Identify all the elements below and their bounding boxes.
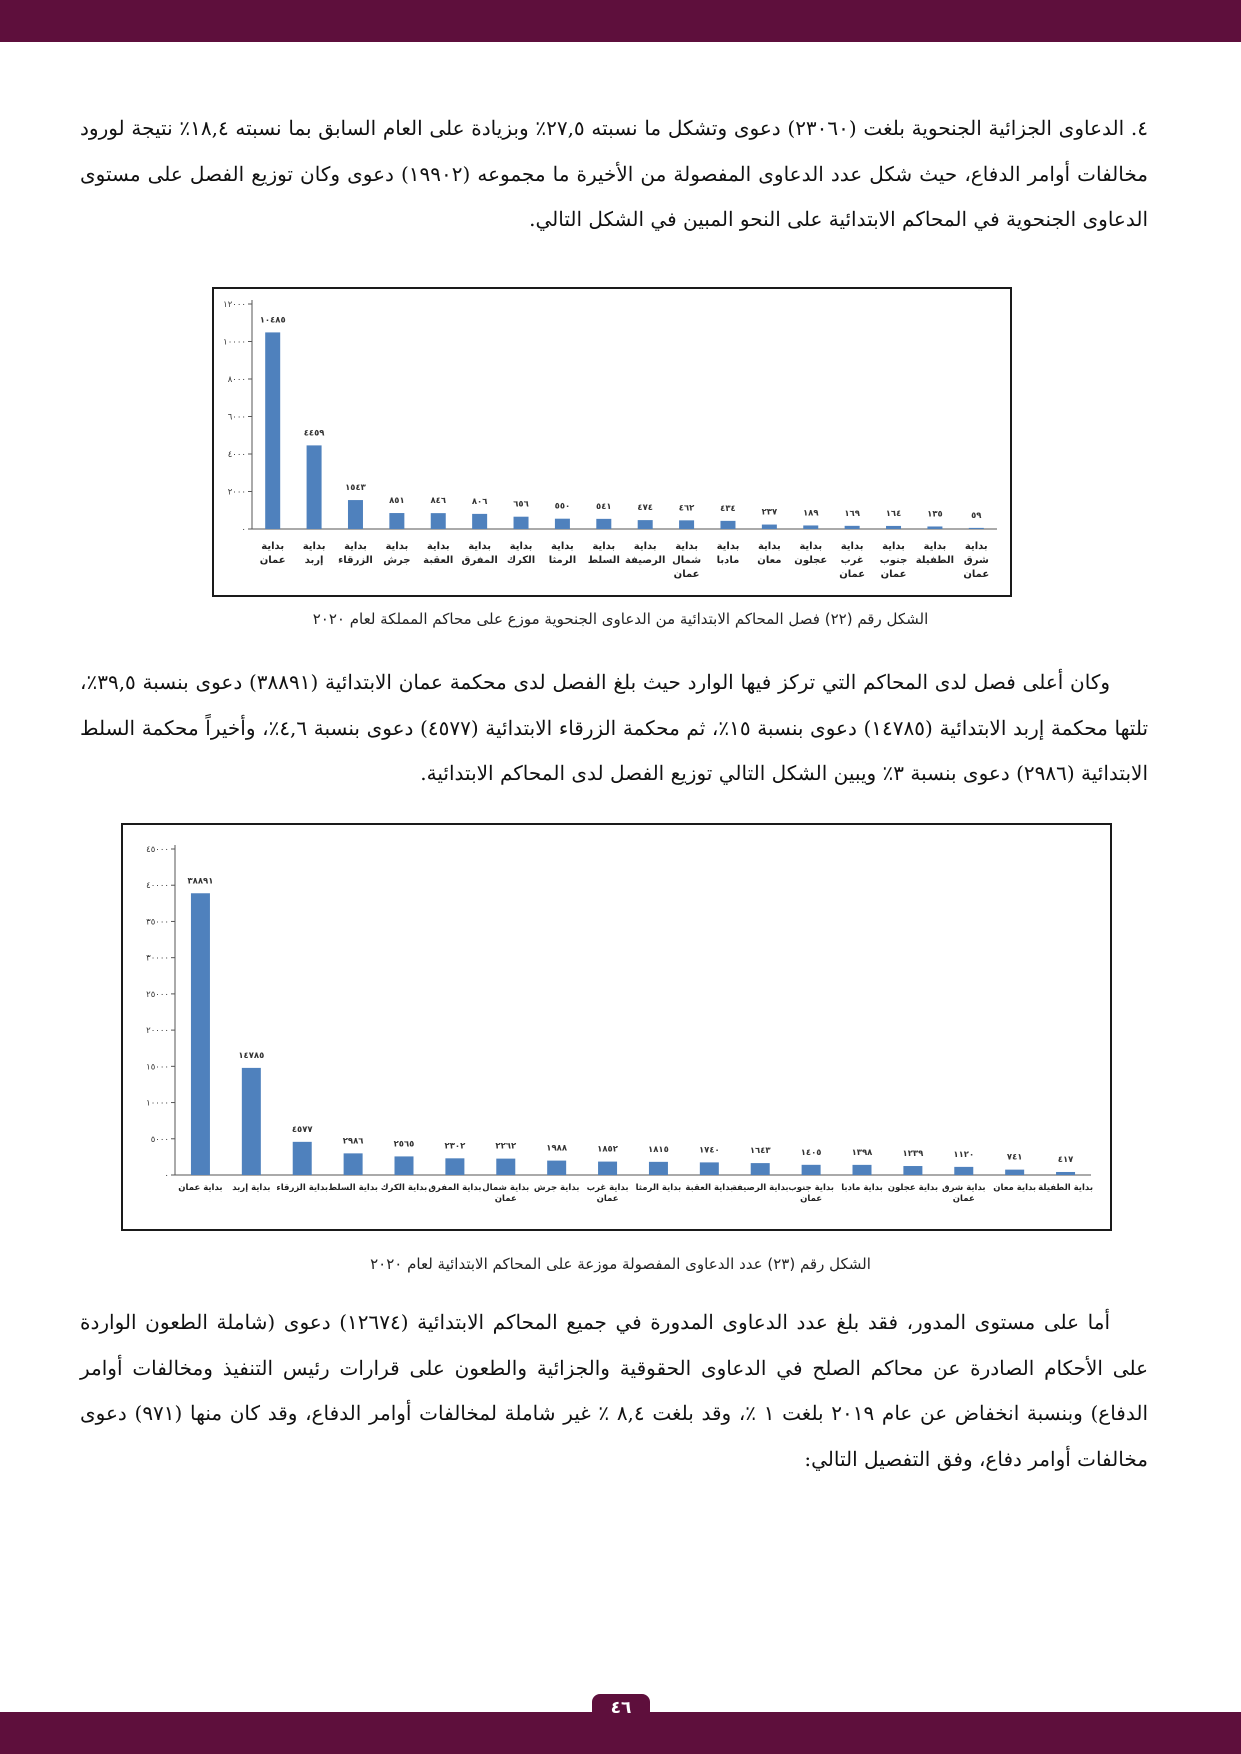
header-band — [0, 0, 1241, 42]
category-label-line: بداية — [344, 541, 367, 552]
bar — [903, 1166, 922, 1175]
category-label-line: بداية — [551, 541, 574, 552]
category-label-line: بداية الطفيلة — [1038, 1183, 1094, 1193]
category-label-line: العقبة — [423, 555, 454, 566]
category-label — [383, 541, 410, 566]
category-label — [462, 541, 498, 566]
data-label: ٤٦٢ — [678, 503, 695, 514]
y-tick-label: ١٠٠٠٠ — [146, 1098, 169, 1109]
chart-resolved-by-court — [123, 825, 1110, 1229]
category-label-line: السلط — [587, 555, 620, 566]
data-label: ١٦٤ — [885, 508, 902, 519]
bar — [293, 1142, 312, 1175]
category-label — [423, 541, 453, 566]
bar — [700, 1162, 719, 1175]
paragraph-highest-resolution — [80, 660, 1148, 797]
bar — [348, 500, 363, 529]
data-label: ١٨٩ — [802, 508, 819, 519]
category-label-line: بداية — [302, 541, 326, 552]
category-label-line: الزرقاء — [338, 555, 373, 566]
data-label: ١٨١٥ — [648, 1144, 669, 1155]
bar — [445, 1158, 464, 1175]
category-label-line: بداية — [426, 541, 450, 552]
bar — [1056, 1172, 1075, 1175]
data-label: ٣٨٨٩١ — [187, 876, 214, 887]
chart-misdemeanor-frame — [212, 287, 1012, 597]
bar — [344, 1153, 363, 1175]
category-label — [717, 541, 740, 566]
data-label: ٥٥٠ — [554, 501, 571, 512]
category-label-line: بداية — [509, 541, 533, 552]
category-label-line: عجلون — [794, 555, 828, 566]
category-label — [587, 1183, 629, 1204]
category-label — [381, 1183, 427, 1193]
data-label: ١٨٥٢ — [597, 1144, 618, 1155]
category-label-line: بداية — [757, 541, 781, 552]
category-label-line: بداية جنوب — [788, 1183, 835, 1193]
page-number: ٤٦ — [592, 1694, 650, 1722]
category-label — [482, 1183, 529, 1204]
category-label — [636, 1183, 682, 1193]
category-label-line: بداية — [882, 541, 905, 552]
category-label — [888, 1183, 938, 1193]
bar — [802, 1165, 821, 1175]
bar — [751, 1163, 770, 1175]
category-label — [757, 541, 781, 566]
y-tick-label: ١٠٠٠٠ — [223, 337, 246, 348]
bar — [555, 519, 570, 529]
data-label: ٦٥٦ — [513, 499, 529, 510]
data-label: ١٢٣٩ — [902, 1149, 924, 1160]
data-label: ٤٤٥٩ — [303, 428, 325, 439]
category-label-line: عمان — [596, 1194, 619, 1204]
data-label: ٤١٧ — [1057, 1154, 1074, 1165]
category-label-line: عمان — [963, 569, 990, 580]
data-label: ٢٢٦٢ — [495, 1141, 517, 1152]
bar — [649, 1162, 668, 1175]
data-label: ١٤٠٥ — [800, 1147, 822, 1158]
category-label — [916, 541, 954, 566]
category-label-line: بداية الكرك — [380, 1183, 428, 1193]
category-label-line: بداية إربد — [232, 1183, 271, 1193]
data-label: ٧٤١ — [1006, 1152, 1023, 1163]
caption-chart-22: الشكل رقم (٢٢) فصل المحاكم الابتدائية من الدعاوى الجنحوية موزع على محاكم المملكة لعام ٢٠٢٠ — [312, 610, 929, 628]
data-label: ٢٩٨٦ — [342, 1136, 364, 1147]
category-label — [625, 541, 665, 566]
category-label — [788, 1183, 834, 1204]
category-label — [260, 541, 286, 566]
bar — [596, 519, 611, 529]
category-label-line: عمان — [952, 1194, 975, 1204]
bar — [496, 1159, 515, 1175]
category-label-line: مادبا — [716, 555, 740, 566]
chart-misdemeanor-by-court — [214, 289, 1010, 595]
category-label — [428, 1183, 481, 1193]
category-label — [232, 1183, 270, 1193]
bar — [431, 513, 446, 529]
category-label — [942, 1183, 986, 1204]
paragraph-carried-over-text: أما على مستوى المدور، فقد بلغ عدد الدعاوى المدورة في جميع المحاكم الابتدائية (١٢٦٧٤) دعوى (شاملة الطعون الواردة على الأحكام الصادرة عن محاكم الصلح في الدعاوى الحقوقية والجزائية والطعون على قرارات رئيس التنفيذ ومخالفات أوامر الدفاع) وبنسبة انخفاض عن عام ٢٠١٩ بلغت ١ ٪، وقد بلغت ٨,٤ ٪ غير شاملة لمخالفات أوامر الدفاع، وقد كان منها (٩٧١) دعوى مخالفات أوامر دفاع، وفق التفصيل التالي: — [80, 1310, 1148, 1471]
bar — [547, 1161, 566, 1175]
y-tick-label: ٣٠٠٠٠ — [146, 953, 169, 964]
category-label-line: الرصيفة — [624, 555, 666, 566]
category-label-line: جرش — [383, 555, 411, 566]
category-label-line: بداية المفرق — [428, 1183, 482, 1193]
category-label-line: عمان — [800, 1194, 823, 1204]
category-label-line: شمال — [672, 555, 702, 566]
paragraph-criminal-misdemeanor: ٤. الدعاوى الجزائية الجنحوية بلغت (٢٣٠٦٠) دعوى وتشكل ما نسبته ٢٧,٥٪ وبزيادة على العام السابق بما نسبته ١٨,٤٪ نتيجة لورود مخالفات أوامر الدفاع، حيث شكل عدد الدعاوى المفصولة من الأخيرة ما مجموعه (١٩٩٠٢) دعوى وكان توزيع الفصل على مستوى الدعاوى الجنحوية في المحاكم الابتدائية على النحو المبين في الشكل التالي. — [80, 116, 1148, 231]
category-label-line: عمان — [673, 569, 700, 580]
category-label-line: غرب — [840, 555, 864, 566]
bar — [307, 445, 322, 529]
category-label-line: بداية شرق — [941, 1183, 986, 1193]
y-tick-label: ٨٠٠٠ — [227, 375, 246, 385]
category-label — [588, 541, 620, 566]
y-tick-label: ٠ — [164, 1171, 169, 1181]
category-label-line: بداية — [633, 541, 657, 552]
category-label-line: بداية جرش — [533, 1183, 580, 1193]
category-label — [549, 541, 576, 566]
bar — [389, 513, 404, 529]
data-label: ١٩٨٨ — [546, 1143, 568, 1154]
bar — [762, 525, 777, 529]
bar — [191, 893, 210, 1175]
category-label — [794, 541, 827, 566]
category-label — [963, 541, 989, 580]
category-label-line: عمان — [880, 569, 907, 580]
bar — [265, 332, 280, 529]
category-label — [328, 1183, 378, 1193]
category-label — [732, 1183, 789, 1193]
category-label-line: بداية — [592, 541, 616, 552]
data-label: ١٠٤٨٥ — [259, 315, 286, 326]
data-label: ١٦٩ — [844, 508, 860, 519]
y-tick-label: ١٥٠٠٠ — [146, 1062, 169, 1073]
bar — [969, 528, 984, 529]
category-label-line: بداية الرصيفة — [731, 1183, 789, 1193]
category-label-line: بداية — [840, 541, 864, 552]
category-label-line: المفرق — [461, 555, 498, 566]
category-label-line: بداية — [261, 541, 285, 552]
category-label-line: بداية — [923, 541, 947, 552]
category-label-line: بداية معان — [993, 1183, 1037, 1193]
category-label-line: الطفيلة — [915, 555, 955, 566]
category-label — [276, 1183, 328, 1193]
data-label: ١٤٧٨٥ — [238, 1050, 265, 1061]
y-tick-label: ١٢٠٠٠ — [223, 300, 246, 310]
paragraph-carried-over — [80, 1300, 1148, 1482]
bar — [853, 1165, 872, 1175]
category-label-line: الكرك — [506, 555, 536, 566]
data-label: ١٣٥ — [927, 509, 943, 520]
bar — [886, 526, 901, 529]
y-tick-label: ٤٥٠٠٠ — [146, 845, 169, 855]
category-label-line: بداية — [385, 541, 409, 552]
category-label-line: عمان — [839, 569, 866, 580]
data-label: ٢٣٠٢ — [444, 1141, 466, 1152]
y-tick-label: ٤٠٠٠٠ — [146, 881, 169, 892]
bar — [472, 514, 487, 529]
category-label-line: بداية غرب — [586, 1183, 629, 1193]
data-label: ٨٥١ — [389, 496, 405, 507]
data-label: ٥٤١ — [596, 501, 612, 512]
bar — [242, 1068, 261, 1175]
caption-chart-23: الشكل رقم (٢٣) عدد الدعاوى المفصولة موزعة على المحاكم الابتدائية لعام ٢٠٢٠ — [370, 1255, 871, 1273]
category-label — [534, 1183, 579, 1193]
data-label: ٢٥٦٥ — [393, 1139, 415, 1150]
category-label — [178, 1183, 222, 1193]
bar — [803, 525, 818, 529]
data-label: ٨٠٦ — [471, 496, 488, 507]
category-label-line: عمان — [494, 1194, 517, 1204]
category-label-line: بداية الزرقاء — [276, 1183, 329, 1193]
category-label — [672, 541, 701, 580]
bar — [679, 520, 694, 529]
category-label — [993, 1183, 1036, 1193]
category-label-line: بداية — [964, 541, 988, 552]
y-tick-label: ٤٠٠٠ — [227, 450, 246, 460]
category-label — [338, 541, 373, 566]
category-label — [303, 541, 326, 566]
bar — [514, 517, 529, 529]
y-tick-label: ٢٠٠٠ — [227, 487, 246, 498]
bar — [395, 1156, 414, 1175]
category-label — [839, 541, 865, 580]
category-label-line: عمان — [259, 555, 286, 566]
data-label: ٢٣٧ — [761, 507, 778, 518]
data-label: ١٣٩٨ — [851, 1147, 873, 1158]
category-label — [880, 541, 908, 580]
bar — [954, 1167, 973, 1175]
category-label-line: بداية مادبا — [841, 1183, 883, 1193]
data-label: ٨٤٦ — [430, 496, 447, 507]
data-label: ١٧٤٠ — [698, 1145, 720, 1156]
category-label — [1038, 1183, 1093, 1193]
category-label-line: بداية — [468, 541, 492, 552]
y-tick-label: ٥٠٠٠ — [150, 1134, 169, 1145]
category-label — [685, 1183, 733, 1193]
category-label-line: بداية السلط — [328, 1183, 378, 1193]
y-tick-label: ٣٥٠٠٠ — [146, 917, 169, 928]
category-label — [841, 1183, 883, 1193]
category-label-line: بداية — [675, 541, 698, 552]
category-label-line: بداية — [716, 541, 740, 552]
data-label: ٤٧٤ — [637, 503, 653, 514]
category-label-line: بداية عمان — [178, 1183, 223, 1193]
data-label: ٤٥٧٧ — [291, 1124, 313, 1135]
y-tick-label: ٢٠٠٠٠ — [146, 1026, 169, 1037]
category-label-line: بداية — [799, 541, 823, 552]
paragraph-highest-resolution-text: وكان أعلى فصل لدى المحاكم التي تركز فيها الوارد حيث بلغ الفصل لدى محكمة عمان الابتدائية (٣٨٨٩١) دعوى بنسبة ٣٩,٥٪، تلتها محكمة إربد الابتدائية (١٤٧٨٥) دعوى بنسبة ١٥٪، ثم محكمة الزرقاء الابتدائية (٤٥٧٧) دعوى بنسبة ٤,٦٪، وأخيراً محكمة السلط الابتدائية (٢٩٨٦) دعوى بنسبة ٣٪ ويبين الشكل التالي توزيع الفصل لدى المحاكم الابتدائية. — [80, 670, 1149, 785]
bar — [720, 521, 735, 529]
category-label — [507, 541, 535, 566]
category-label-line: شرق — [963, 555, 989, 566]
category-label-line: بداية العقبة — [685, 1183, 734, 1193]
chart-resolved-frame — [121, 823, 1112, 1231]
category-label-line: بداية شمال — [482, 1183, 530, 1193]
y-tick-label: ٢٥٠٠٠ — [146, 989, 169, 1000]
bar — [638, 520, 653, 529]
category-label-line: إربد — [304, 555, 324, 566]
bar — [1005, 1170, 1024, 1175]
category-label-line: الرمثا — [548, 555, 577, 566]
data-label: ١١٢٠ — [953, 1149, 975, 1160]
category-label-line: بداية الرمثا — [635, 1183, 682, 1193]
bar — [598, 1162, 617, 1175]
bar — [845, 526, 860, 529]
data-label: ١٦٤٣ — [749, 1146, 771, 1157]
bar — [927, 526, 942, 529]
category-label-line: جنوب — [879, 555, 908, 566]
data-label: ١٥٤٣ — [345, 483, 366, 494]
data-label: ٤٣٤ — [720, 503, 736, 514]
y-tick-label: ٠ — [241, 525, 246, 535]
category-label-line: بداية عجلون — [887, 1183, 939, 1193]
y-tick-label: ٦٠٠٠ — [227, 412, 246, 423]
data-label: ٥٩ — [971, 510, 982, 521]
category-label-line: معان — [757, 555, 782, 566]
